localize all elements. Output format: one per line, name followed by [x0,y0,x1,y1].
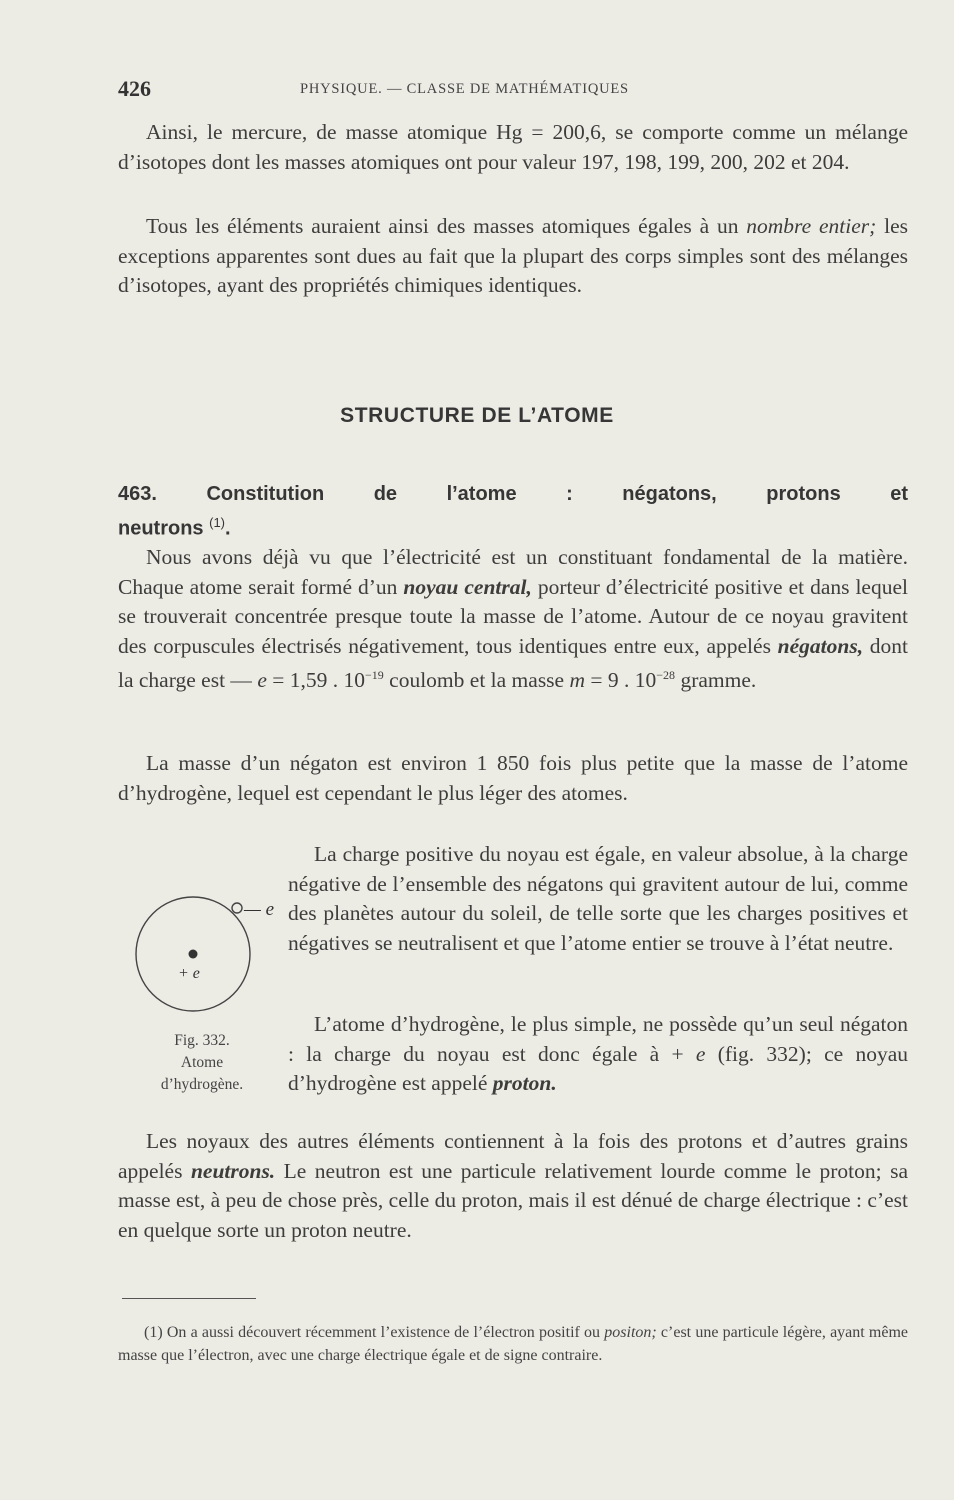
term-noyau-central: noyau central, [403,574,532,599]
footnote: (1) On a aussi découvert récemment l’existence de l’électron positif ou positon; c’est une particule légère, ayant même masse que l’électron, avec une charge électrique égale et de signe contraire. [118,1324,909,1364]
term-positon: positon; [604,1324,657,1341]
page-header [118,76,908,102]
electron-label: — e [244,899,275,920]
footnote-separator [122,1298,256,1299]
electron-dot [232,903,242,913]
italic-nombre-entier: nombre entier; [746,214,877,238]
footnote-ref: (1) [209,515,226,530]
figure-caption: Fig. 332. Atome d’hydrogène. [118,1030,286,1096]
term-proton: proton. [492,1071,557,1095]
paragraph-charge-balance: La charge positive du noyau est égale, en valeur absolue, à la charge négative de l’ensemble des négatons qui gravitent autour de lui, comme des planètes autour du soleil, de telle sorte que les charges positives et négatives se neutralisent et que l’atome entier se trouve à l’état neutre. [288,842,908,955]
nucleus-dot [189,950,198,959]
paragraph-hydrogen: L’atome d’hydrogène, le plus simple, ne possède qu’un seul négaton : la charge du noyau est donc égale à + e (fig. 332); ce noyau d’hydrogène est appelé proton. [288,1012,908,1095]
paragraph-integer-masses: Tous les éléments auraient ainsi des masses atomiques égales à un nombre entier; les exceptions apparentes sont dues au fait que la plupart des corps simples sont des mélanges d’isotopes, ayant des propriétés chimiques identiques. [118,214,908,297]
subsection-heading: 463. Constitution de l’atome : négatons, protons et [118,483,908,505]
subsection-heading-continued: neutrons $^{(1)}$. [118,515,231,540]
paragraph-constitution: Nous avons déjà vu que l’électricité est un constituant fondamental de la matière. Chaque atome serait formé d’un noyau central, porteur d’électricité positive et dans lequel se trouverait concentrée presque toute la masse de l’atome. Autour de ce noyau gravitent des corpuscules électrisés négativement, tous identiques entre eux, appelés négatons, dont la charge est — e = 1,59 . $10^{-19}$ coulomb et la masse m = 9 . $10^{-28}$ gramme. [118,545,908,693]
paragraph-mercury: Ainsi, le mercure, de masse atomique Hg = 200,6, se comporte comme un mélange d’isotopes dont les masses atomiques ont pour valeur 197, 198, 199, 200, 202 et 204. [118,120,908,174]
hydrogen-atom-diagram [118,880,288,1030]
term-neutrons: neutrons. [190,1158,276,1183]
nucleus-label: + e [178,965,200,982]
section-title: STRUCTURE DE L’ATOME [340,404,614,427]
figure-number: Fig. 332. [174,1032,230,1049]
paragraph-neutrons: Les noyaux des autres éléments contiennent à la fois des protons et d’autres grains appelés neutrons. Le neutron est une particule relativement lourde comme le proton; sa masse est, à peu de chose près, celle du proton, mais il est dénué de charge électrique : c’est en quelque sorte un proton neutre. [118,1129,908,1242]
term-negatons: négatons, [777,633,864,658]
paragraph-negaton-mass: La masse d’un négaton est environ 1 850 fois plus petite que la masse de l’atome d’hydrogène, lequel est cependant le plus léger des atomes. [118,751,908,805]
figure-332 [118,880,288,1120]
page-number: 426 [118,76,151,101]
running-title: PHYSIQUE. — CLASSE DE MATHÉMATIQUES [300,81,629,97]
